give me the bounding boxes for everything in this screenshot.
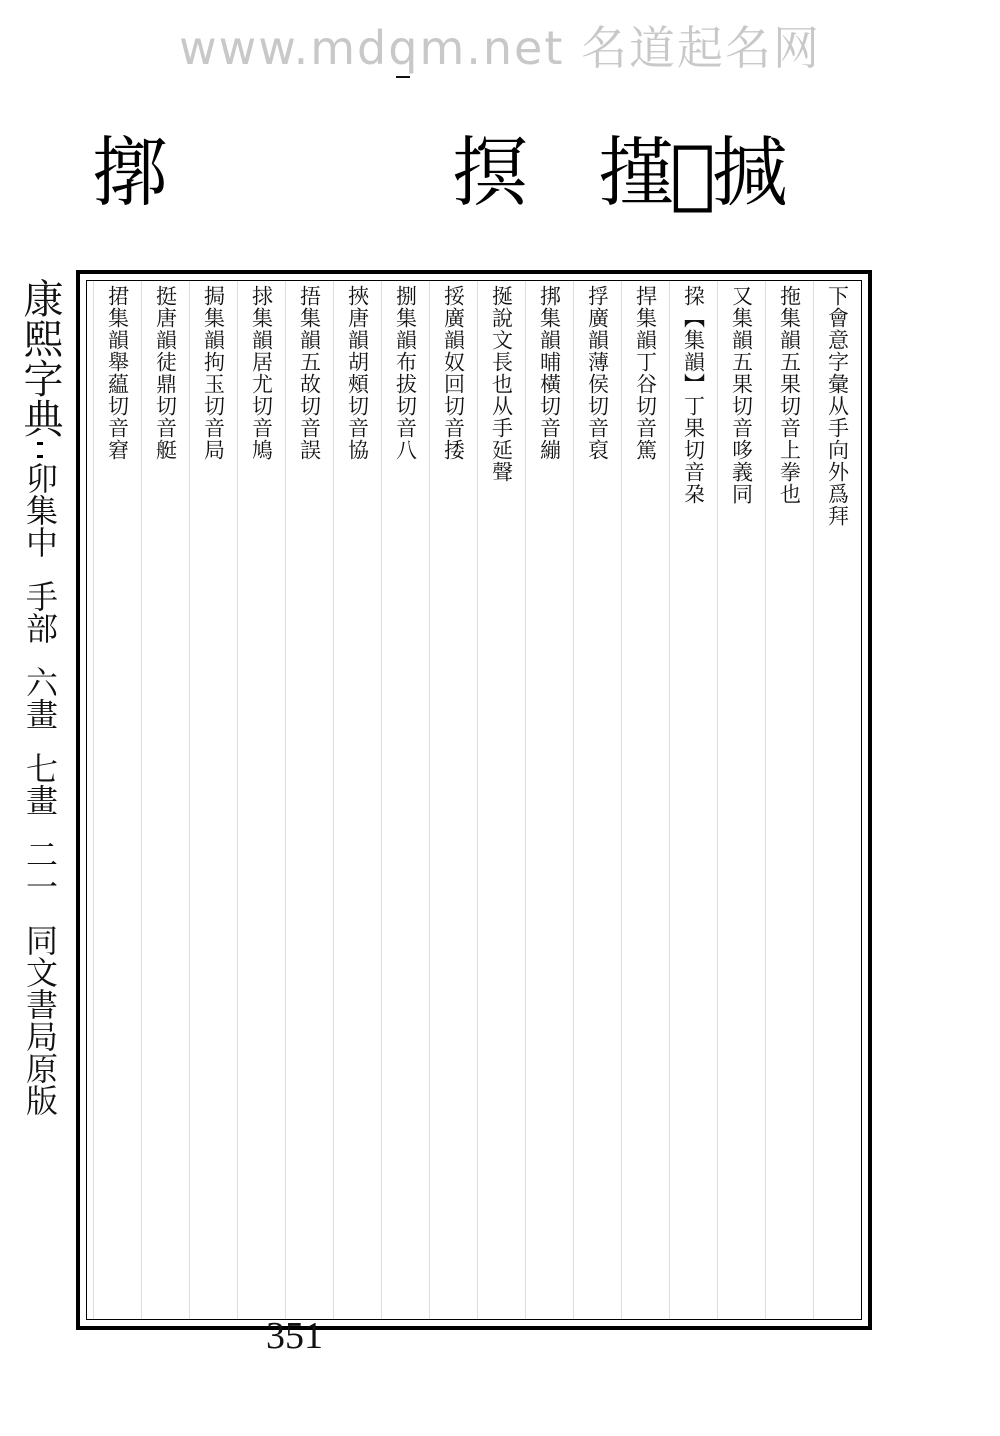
seal-script-glyph-middle: 㨠 xyxy=(452,128,524,217)
page-marker: 二一 xyxy=(21,838,59,902)
text-column xyxy=(86,281,93,1319)
column-text: 拖集韻五果切音上拳也 xyxy=(777,285,802,505)
text-column xyxy=(381,281,429,1319)
column-text: 捌集韻布拔切音八 xyxy=(393,285,418,461)
text-column xyxy=(573,281,621,1319)
margin-label xyxy=(4,278,76,1338)
column-text: 捊廣韻薄侯切音裒 xyxy=(585,285,610,461)
text-column xyxy=(237,281,285,1319)
column-text: 挼廣韻奴回切音捼 xyxy=(441,285,466,461)
column-text: 捃集韻舉藴切音窘 xyxy=(105,285,130,461)
watermark: www.mdqm.net 名道起名网 xyxy=(178,21,822,75)
text-column xyxy=(621,281,669,1319)
text-column xyxy=(429,281,477,1319)
stroke-label-six: 六畫 xyxy=(21,666,59,730)
column-text: 挺唐韻徒鼎切音艇 xyxy=(153,285,178,461)
column-text: 捍集韻丁谷切音篤 xyxy=(633,285,658,461)
radical-label: 手部 xyxy=(21,580,59,644)
text-column xyxy=(525,281,573,1319)
section-label: 卯集中 xyxy=(21,462,59,558)
column-text: 又集韻五果切音哆義同 xyxy=(729,285,754,505)
column-text: 挾唐韻胡頰切音協 xyxy=(345,285,370,461)
text-column xyxy=(141,281,189,1319)
text-column xyxy=(477,281,525,1319)
column-text: 挷集韻晡橫切音繃 xyxy=(537,285,562,461)
text-column xyxy=(717,281,765,1319)
margin-rule xyxy=(37,442,43,458)
dictionary-page-frame xyxy=(76,270,872,1330)
text-column xyxy=(93,281,141,1319)
stroke-label-seven: 七畫 xyxy=(21,752,59,816)
text-column xyxy=(189,281,237,1319)
seal-script-glyph-left: 㨯 xyxy=(92,128,164,217)
column-text: 挶集韻拘玉切音局 xyxy=(201,285,226,461)
top-dash-mark xyxy=(396,76,410,78)
page-number: 351 xyxy=(266,1315,323,1357)
column-text: 捂集韻五故切音誤 xyxy=(297,285,322,461)
text-column xyxy=(333,281,381,1319)
publisher-label: 同文書局原版 xyxy=(21,924,59,1116)
column-text: 挅【集韻】丁果切音朶 xyxy=(681,285,706,505)
text-column xyxy=(813,281,861,1319)
column-text: 捄集韻居尤切音鳩 xyxy=(249,285,274,461)
dictionary-title: 康熙字典 xyxy=(17,278,63,438)
column-text: 下會意字彙从手向外爲拜 xyxy=(825,285,850,527)
column-text: 挻說文長也从手延聲 xyxy=(489,285,514,483)
text-column xyxy=(285,281,333,1319)
text-column xyxy=(765,281,813,1319)
seal-script-glyphs-right: 㨷𢱭㨔 xyxy=(598,128,784,217)
text-columns xyxy=(86,280,862,1320)
text-column xyxy=(669,281,717,1319)
